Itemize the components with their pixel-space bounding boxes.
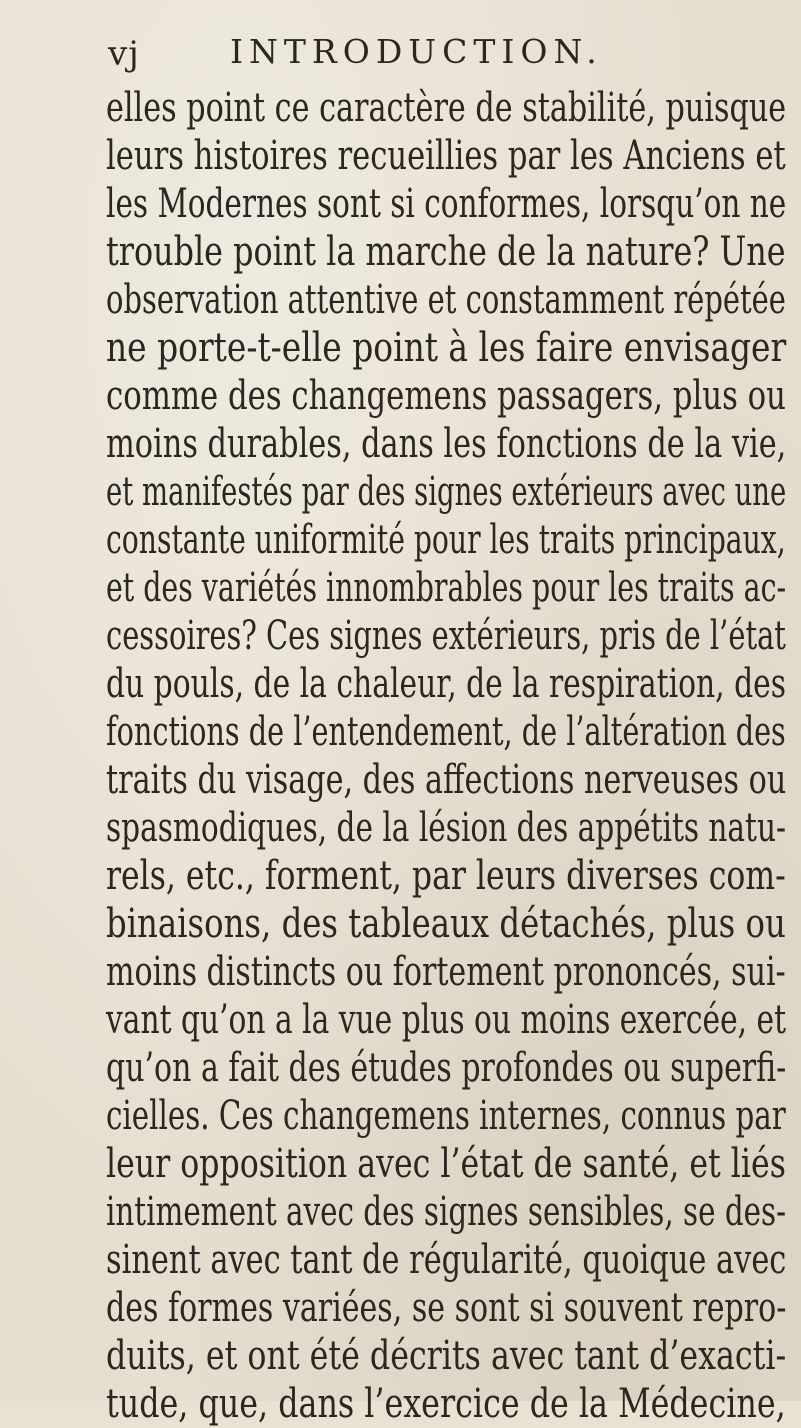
text-line: des formes variées, se sont si souvent repro- bbox=[106, 1285, 787, 1331]
text-line: fonctions de l’entendement, de l’altération des bbox=[106, 709, 786, 755]
page-header bbox=[0, 28, 801, 78]
text-line: cessoires? Ces signes extérieurs, pris de l’état bbox=[106, 613, 786, 659]
text-line: moins durables, dans les fonctions de la vie, bbox=[106, 421, 787, 467]
text-line: leur opposition avec l’état de santé, et liés bbox=[106, 1141, 786, 1187]
page-number: vj bbox=[108, 34, 140, 74]
text-line: observation attentive et constamment répétée bbox=[106, 277, 786, 323]
text-line: du pouls, de la chaleur, de la respiration, des bbox=[106, 661, 787, 707]
text-line: intimement avec des signes sensibles, se des- bbox=[106, 1189, 787, 1235]
text-line: sinent avec tant de régularité, quoique avec bbox=[106, 1237, 787, 1283]
text-line: comme des changemens passagers, plus ou bbox=[106, 373, 786, 419]
text-line: elles point ce caractère de stabilité, puisque bbox=[106, 85, 787, 131]
text-line: les Modernes sont si conformes, lorsqu’on ne bbox=[106, 181, 787, 227]
text-line: cielles. Ces changemens internes, connus par bbox=[106, 1093, 786, 1139]
text-line: et manifestés par des signes extérieurs avec une bbox=[106, 469, 787, 515]
text-line: et des variétés innombrables pour les traits ac- bbox=[106, 565, 787, 611]
text-line: trouble point la marche de la nature? Une bbox=[106, 229, 786, 275]
text-line: duits, et ont été décrits avec tant d’exacti- bbox=[106, 1333, 787, 1379]
text-line: ne porte-t-elle point à les faire envisager bbox=[106, 325, 787, 371]
text-line: binaisons, des tableaux détachés, plus ou bbox=[106, 901, 786, 947]
text-line: moins distincts ou fortement prononcés, sui- bbox=[106, 949, 786, 995]
text-line: vant qu’on a la vue plus ou moins exercée, et bbox=[106, 997, 787, 1043]
text-line: traits du visage, des affections nerveuses ou bbox=[106, 757, 787, 803]
running-head: INTRODUCTION. bbox=[230, 32, 603, 71]
text-line: tude, que, dans l’exercice de la Médecine, bbox=[106, 1381, 786, 1427]
text-line: leurs histoires recueillies par les Anciens et bbox=[106, 133, 786, 179]
text-line: rels, etc., forment, par leurs diverses com- bbox=[106, 853, 786, 899]
text-line: constante uniformité pour les traits principaux, bbox=[106, 517, 786, 563]
text-line: qu’on a fait des études profondes ou superfi- bbox=[106, 1045, 787, 1091]
text-line: spasmodiques, de la lésion des appétits natu- bbox=[106, 805, 786, 851]
